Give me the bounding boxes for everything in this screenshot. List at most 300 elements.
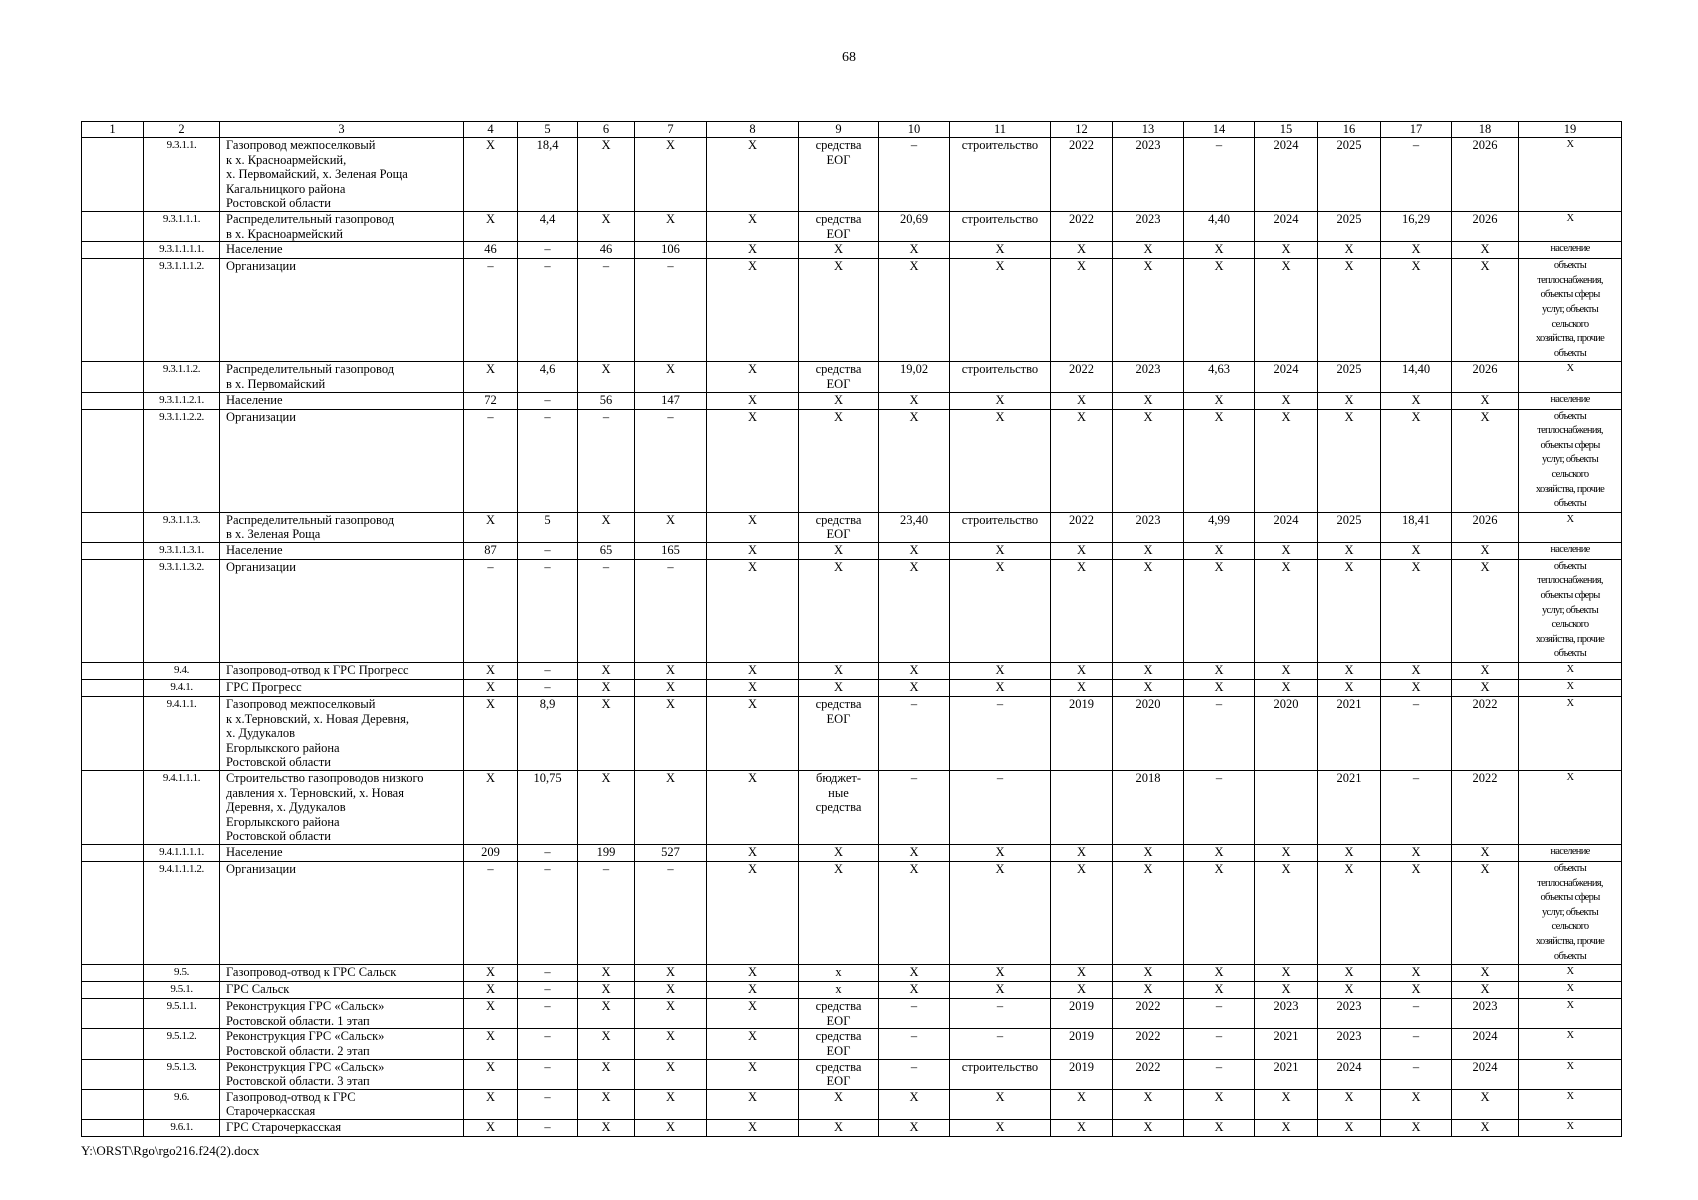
table-cell: Х (707, 680, 799, 697)
table-cell: Х (1452, 862, 1519, 965)
table-row (82, 697, 1622, 771)
table-cell: 2023 (1318, 999, 1381, 1029)
table-cell: 87 (464, 542, 518, 559)
data-table (81, 121, 1622, 1137)
table-cell: средства ЕОГ (799, 512, 879, 542)
table-cell: Х (635, 771, 707, 845)
table-cell: Х (1051, 542, 1113, 559)
table-cell: строительство (950, 138, 1051, 212)
table-cell: Х (1113, 409, 1184, 512)
column-number-header: 7 (635, 122, 707, 138)
table-cell: Х (635, 1119, 707, 1136)
table-cell: Х (464, 999, 518, 1029)
table-cell: 9.3.1.1. (144, 138, 220, 212)
table-cell: Население (220, 542, 464, 559)
table-cell: Реконструкция ГРС «Сальск» Ростовской области. 1 этап (220, 999, 464, 1029)
table-cell: Х (1051, 392, 1113, 409)
table-cell: Х (464, 1119, 518, 1136)
table-cell: 2024 (1452, 1029, 1519, 1059)
table-cell: Х (464, 212, 518, 242)
table-cell: Х (635, 1059, 707, 1089)
column-number-header: 17 (1381, 122, 1452, 138)
table-cell: Х (1051, 242, 1113, 259)
table-cell: 9.3.1.1.2.2. (144, 409, 220, 512)
table-cell: ГРС Сальск (220, 982, 464, 999)
table-cell: Х (1452, 242, 1519, 259)
table-cell: Х (1519, 1059, 1622, 1089)
table-cell (82, 409, 144, 512)
table-cell: Х (707, 1119, 799, 1136)
table-cell: Х (879, 242, 950, 259)
table-cell: 2021 (1318, 697, 1381, 771)
table-cell: 20,69 (879, 212, 950, 242)
table-cell: 2023 (1452, 999, 1519, 1029)
table-cell: – (464, 862, 518, 965)
table-cell: Х (578, 212, 635, 242)
table-cell (1255, 771, 1318, 845)
table-cell: Х (1381, 409, 1452, 512)
table-cell (82, 663, 144, 680)
table-cell: – (518, 1119, 578, 1136)
table-cell: Х (1255, 862, 1318, 965)
table-cell: Х (1452, 680, 1519, 697)
table-cell: – (464, 259, 518, 362)
table-cell: Х (799, 409, 879, 512)
table-cell: 2019 (1051, 999, 1113, 1029)
table-cell: Х (1255, 982, 1318, 999)
table-cell (82, 697, 144, 771)
table-cell: Х (950, 559, 1051, 662)
table-cell: 56 (578, 392, 635, 409)
table-cell: 14,40 (1381, 362, 1452, 392)
table-cell: 9.3.1.1.2.1. (144, 392, 220, 409)
table-cell: Х (1381, 862, 1452, 965)
table-cell: Х (1051, 663, 1113, 680)
table-cell (82, 680, 144, 697)
table-cell (82, 242, 144, 259)
table-cell: – (950, 999, 1051, 1029)
table-cell: Х (879, 965, 950, 982)
table-cell: Х (1381, 982, 1452, 999)
table-cell: Х (1255, 1119, 1318, 1136)
table-cell: объекты теплоснабжения, объекты сферы услуг, объекты сельского хозяйства, прочие объекты (1519, 259, 1622, 362)
table-cell: Х (950, 845, 1051, 862)
table-cell: – (518, 242, 578, 259)
table-cell: Х (707, 862, 799, 965)
column-number-header: 9 (799, 122, 879, 138)
table-cell: Х (1113, 559, 1184, 662)
table-cell: Х (1452, 1119, 1519, 1136)
table-cell (82, 845, 144, 862)
table-cell: Х (1184, 559, 1255, 662)
table-cell: Х (1452, 542, 1519, 559)
table-cell (82, 512, 144, 542)
table-cell: – (518, 542, 578, 559)
table-cell: Х (1255, 965, 1318, 982)
column-number-header: 10 (879, 122, 950, 138)
table-cell: Х (707, 559, 799, 662)
table-cell (82, 1089, 144, 1119)
table-cell: Х (1381, 242, 1452, 259)
table-cell (82, 999, 144, 1029)
table-cell: 2026 (1452, 362, 1519, 392)
table-cell: Х (635, 1029, 707, 1059)
table-cell: Х (707, 771, 799, 845)
column-number-header: 6 (578, 122, 635, 138)
table-row (82, 1119, 1622, 1136)
table-cell: Х (1255, 559, 1318, 662)
table-cell: Х (950, 542, 1051, 559)
table-cell: Х (578, 512, 635, 542)
table-cell: – (950, 1029, 1051, 1059)
table-cell: 9.5.1. (144, 982, 220, 999)
table-cell: Распределительный газопровод в х. Красноармейский (220, 212, 464, 242)
table-cell: Х (1113, 1119, 1184, 1136)
table-cell: 2023 (1113, 212, 1184, 242)
table-cell: 16,29 (1381, 212, 1452, 242)
footer-file-path: Y:\ORST\Rgo\rgo216.f24(2).docx (81, 1143, 260, 1158)
table-cell: Х (464, 362, 518, 392)
table-cell: Х (1381, 392, 1452, 409)
table-cell: Х (1381, 542, 1452, 559)
column-number-header: 12 (1051, 122, 1113, 138)
table-row (82, 982, 1622, 999)
table-cell: 8,9 (518, 697, 578, 771)
table-cell: Х (578, 663, 635, 680)
table-cell: Х (578, 771, 635, 845)
table-cell: Х (1051, 259, 1113, 362)
table-cell: 9.4. (144, 663, 220, 680)
table-cell: – (635, 559, 707, 662)
table-row (82, 1029, 1622, 1059)
table-cell: население (1519, 392, 1622, 409)
table-cell (82, 392, 144, 409)
table-cell: Х (707, 242, 799, 259)
table-cell: Х (1452, 259, 1519, 362)
table-cell: Х (464, 138, 518, 212)
table-row (82, 999, 1622, 1029)
table-cell: Организации (220, 409, 464, 512)
table-cell: Х (464, 982, 518, 999)
table-cell: 19,02 (879, 362, 950, 392)
table-cell: 2024 (1255, 138, 1318, 212)
table-cell: Х (578, 680, 635, 697)
table-cell: ГРС Старочеркасская (220, 1119, 464, 1136)
table-cell: Х (1113, 663, 1184, 680)
table-cell: Строительство газопроводов низкого давления х. Терновский, х. Новая Деревня, х. Дудукалов Егорлыкского района Ростовской области (220, 771, 464, 845)
page-number: 68 (842, 50, 856, 65)
table-cell: Х (1184, 409, 1255, 512)
table-cell: Х (950, 663, 1051, 680)
table-cell: – (518, 559, 578, 662)
table-cell: 65 (578, 542, 635, 559)
table-cell: Х (950, 680, 1051, 697)
table-cell: 23,40 (879, 512, 950, 542)
table-cell: Х (1051, 982, 1113, 999)
table-cell: Х (1318, 559, 1381, 662)
table-cell: Х (1051, 965, 1113, 982)
table-cell: 9.6.1. (144, 1119, 220, 1136)
table-cell: 4,99 (1184, 512, 1255, 542)
table-cell: Х (1255, 409, 1318, 512)
table-cell: Х (1452, 845, 1519, 862)
table-cell: 2022 (1051, 362, 1113, 392)
table-cell: объекты теплоснабжения, объекты сферы услуг, объекты сельского хозяйства, прочие объекты (1519, 559, 1622, 662)
table-row (82, 771, 1622, 845)
table-row (82, 409, 1622, 512)
table-cell: Х (635, 512, 707, 542)
table-cell: Х (1519, 212, 1622, 242)
table-cell: 9.4.1.1.1.2. (144, 862, 220, 965)
table-cell: Х (950, 1089, 1051, 1119)
table-cell: Х (1184, 1119, 1255, 1136)
table-cell: Газопровод-отвод к ГРС Старочеркасская (220, 1089, 464, 1119)
table-cell: 2018 (1113, 771, 1184, 845)
table-cell: строительство (950, 362, 1051, 392)
table-cell: 2025 (1318, 512, 1381, 542)
table-cell: Х (799, 392, 879, 409)
table-cell: Х (1184, 680, 1255, 697)
table-cell: ГРС Прогресс (220, 680, 464, 697)
table-row (82, 138, 1622, 212)
table-cell: 2022 (1051, 512, 1113, 542)
table-cell: 18,4 (518, 138, 578, 212)
table-cell: Реконструкция ГРС «Сальск» Ростовской области. 3 этап (220, 1059, 464, 1089)
table-cell: – (1184, 138, 1255, 212)
table-cell: Х (1184, 392, 1255, 409)
table-cell: – (879, 697, 950, 771)
table-cell: Х (707, 512, 799, 542)
table-row (82, 212, 1622, 242)
column-number-header: 19 (1519, 122, 1622, 138)
table-cell: Х (464, 1029, 518, 1059)
table-cell: Х (1051, 845, 1113, 862)
table-cell: – (950, 771, 1051, 845)
table-cell: Х (1519, 512, 1622, 542)
table-cell: – (518, 663, 578, 680)
table-cell: – (1381, 1059, 1452, 1089)
table-cell: 2022 (1051, 138, 1113, 212)
table-cell: – (518, 965, 578, 982)
table-cell: Х (799, 862, 879, 965)
table-cell: – (518, 392, 578, 409)
column-number-header: 13 (1113, 122, 1184, 138)
table-cell: 2024 (1318, 1059, 1381, 1089)
table-cell: Х (1452, 392, 1519, 409)
table-cell: Х (799, 242, 879, 259)
table-cell: Х (635, 965, 707, 982)
table-cell: Х (1381, 259, 1452, 362)
table-cell: Х (464, 1059, 518, 1089)
table-cell: строительство (950, 1059, 1051, 1089)
table-cell: 9.3.1.1.3. (144, 512, 220, 542)
column-number-header: 8 (707, 122, 799, 138)
table-cell: Х (578, 1059, 635, 1089)
table-cell: Х (578, 1029, 635, 1059)
table-cell: Х (635, 680, 707, 697)
table-cell: Х (1519, 138, 1622, 212)
table-cell: – (1381, 999, 1452, 1029)
table-cell: Х (578, 1089, 635, 1119)
table-cell: 9.3.1.1.2. (144, 362, 220, 392)
table-cell: Х (464, 697, 518, 771)
table-cell: Х (707, 663, 799, 680)
table-cell: Х (1255, 542, 1318, 559)
table-cell: Х (707, 999, 799, 1029)
table-cell: 2022 (1113, 1029, 1184, 1059)
table-cell: 9.3.1.1.1.1. (144, 242, 220, 259)
table-cell: – (1184, 1059, 1255, 1089)
table-cell: 9.5. (144, 965, 220, 982)
table-cell: – (1381, 697, 1452, 771)
table-cell: Х (1051, 1119, 1113, 1136)
table-cell: объекты теплоснабжения, объекты сферы услуг, объекты сельского хозяйства, прочие объекты (1519, 862, 1622, 965)
table-cell: Х (707, 362, 799, 392)
table-cell: Х (635, 663, 707, 680)
table-row (82, 663, 1622, 680)
table-cell: Х (1318, 1119, 1381, 1136)
table-cell: 2025 (1318, 362, 1381, 392)
table-cell: 9.3.1.1.1. (144, 212, 220, 242)
table-cell: Х (1318, 982, 1381, 999)
table-cell: Х (950, 242, 1051, 259)
table-cell: 9.5.1.3. (144, 1059, 220, 1089)
table-cell: Х (1452, 409, 1519, 512)
table-cell: Х (707, 542, 799, 559)
table-cell: Организации (220, 559, 464, 662)
table-cell: Х (1519, 965, 1622, 982)
table-cell: 9.4.1.1.1. (144, 771, 220, 845)
table-cell: 2025 (1318, 212, 1381, 242)
table-cell: 147 (635, 392, 707, 409)
table-cell: средства ЕОГ (799, 1059, 879, 1089)
table-cell: – (518, 845, 578, 862)
table-cell: – (879, 138, 950, 212)
table-cell: 46 (578, 242, 635, 259)
table-cell: Х (799, 663, 879, 680)
table-cell: – (518, 862, 578, 965)
table-cell: Х (464, 771, 518, 845)
table-cell: Х (635, 982, 707, 999)
table-cell: Х (1255, 392, 1318, 409)
table-header-row (82, 122, 1622, 138)
table-cell (82, 982, 144, 999)
table-cell (1051, 771, 1113, 845)
table-cell: 2020 (1255, 697, 1318, 771)
table-cell: Х (1113, 259, 1184, 362)
table-cell: Х (1113, 542, 1184, 559)
table-cell: – (635, 409, 707, 512)
table-cell: Х (950, 392, 1051, 409)
table-cell: строительство (950, 512, 1051, 542)
table-cell: 2026 (1452, 512, 1519, 542)
table-cell: 9.3.1.1.3.1. (144, 542, 220, 559)
table-cell: Х (879, 542, 950, 559)
table-cell: Х (1318, 392, 1381, 409)
table-cell: Х (707, 1089, 799, 1119)
table-cell: Х (1318, 409, 1381, 512)
table-cell: 2022 (1051, 212, 1113, 242)
table-cell: средства ЕОГ (799, 362, 879, 392)
table-cell (82, 965, 144, 982)
table-cell: Х (1184, 965, 1255, 982)
table-cell: 2023 (1113, 138, 1184, 212)
column-number-header: 16 (1318, 122, 1381, 138)
table-cell: Х (799, 680, 879, 697)
table-cell: Распределительный газопровод в х. Первомайский (220, 362, 464, 392)
table-cell: 2024 (1255, 212, 1318, 242)
table-cell: Х (707, 697, 799, 771)
table-cell: Х (879, 982, 950, 999)
table-row (82, 259, 1622, 362)
table-cell: Х (635, 697, 707, 771)
table-cell: Х (1519, 362, 1622, 392)
table-cell: 2022 (1113, 999, 1184, 1029)
table-cell: население (1519, 542, 1622, 559)
table-cell: Х (578, 1119, 635, 1136)
table-cell: Х (879, 663, 950, 680)
table-cell: население (1519, 845, 1622, 862)
table-cell: строительство (950, 212, 1051, 242)
table-cell: – (464, 559, 518, 662)
table-cell: 527 (635, 845, 707, 862)
table-cell: Х (464, 965, 518, 982)
table-cell: объекты теплоснабжения, объекты сферы услуг, объекты сельского хозяйства, прочие объекты (1519, 409, 1622, 512)
table-cell: х (799, 982, 879, 999)
table-cell: Х (1184, 845, 1255, 862)
table-cell: 2022 (1452, 771, 1519, 845)
table-cell: Х (1255, 1089, 1318, 1119)
table-cell: – (518, 1059, 578, 1089)
table-cell: Х (1519, 1119, 1622, 1136)
table-cell: Распределительный газопровод в х. Зеленая Роща (220, 512, 464, 542)
table-cell: Х (1519, 982, 1622, 999)
table-cell: Х (1381, 680, 1452, 697)
table-row (82, 1059, 1622, 1089)
table-row (82, 242, 1622, 259)
table-row (82, 862, 1622, 965)
table-cell: – (464, 409, 518, 512)
table-cell: 2024 (1255, 512, 1318, 542)
column-number-header: 1 (82, 122, 144, 138)
table-cell: Х (1318, 680, 1381, 697)
table-cell: – (1184, 999, 1255, 1029)
table-cell: Х (464, 680, 518, 697)
table-cell: Х (1519, 1029, 1622, 1059)
table-cell: Х (1318, 242, 1381, 259)
table-cell: – (635, 259, 707, 362)
table-cell: 2019 (1051, 1059, 1113, 1089)
table-cell: Х (464, 663, 518, 680)
table-cell (82, 1059, 144, 1089)
table-row (82, 965, 1622, 982)
table-cell: Х (1051, 862, 1113, 965)
table-cell: Х (464, 1089, 518, 1119)
table-cell: Х (950, 982, 1051, 999)
table-cell: Население (220, 845, 464, 862)
table-cell: Население (220, 242, 464, 259)
table-cell: Х (879, 845, 950, 862)
table-cell: Х (1113, 392, 1184, 409)
table-cell: 2019 (1051, 1029, 1113, 1059)
table-cell: 9.5.1.2. (144, 1029, 220, 1059)
table-cell: средства ЕОГ (799, 138, 879, 212)
table-cell: – (518, 680, 578, 697)
table-cell: Газопровод межпоселковый к х.Терновский, х. Новая Деревня, х. Дудукалов Егорлыкского района Ростовской области (220, 697, 464, 771)
table-cell: Х (1113, 1089, 1184, 1119)
table-cell: Х (1184, 862, 1255, 965)
table-cell: – (578, 259, 635, 362)
